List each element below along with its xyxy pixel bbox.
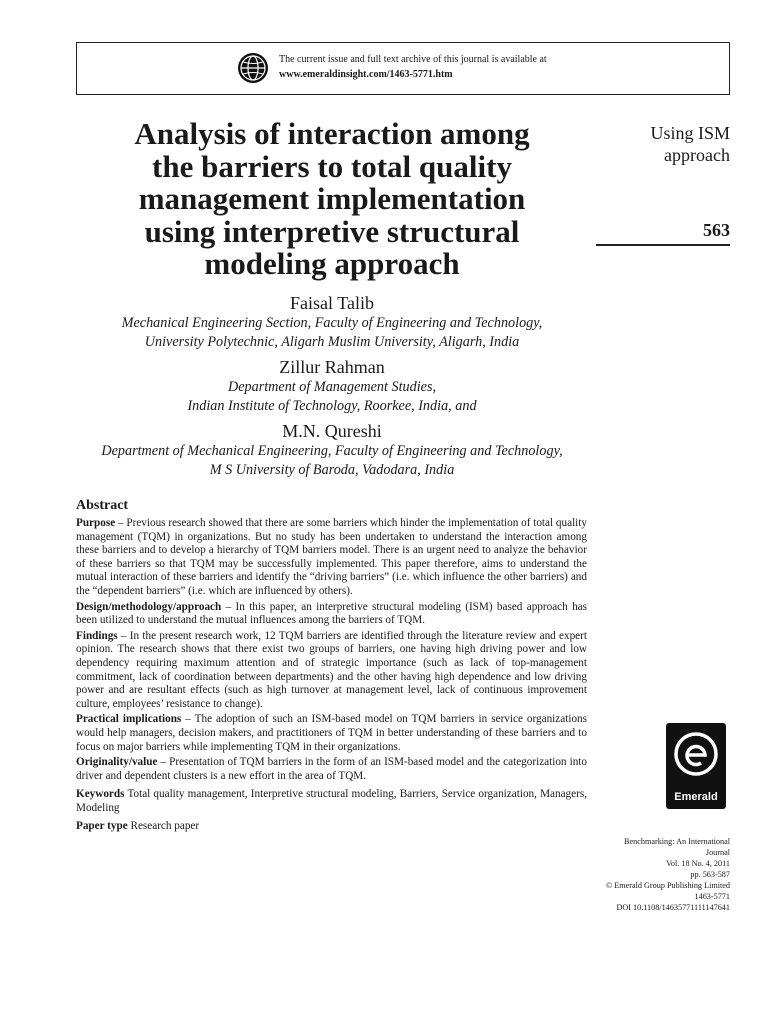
running-title-line: approach xyxy=(664,145,730,165)
abstract-design xyxy=(76,601,587,628)
keywords-label: Keywords xyxy=(76,788,125,801)
abstract-originality xyxy=(76,756,587,783)
title-line: Analysis of interaction among xyxy=(134,116,530,151)
notice-line: The current issue and full text archive of this journal is available at xyxy=(279,54,547,65)
citation-line: Benchmarking: An International xyxy=(624,837,730,846)
citation-line: pp. 563-587 xyxy=(690,870,730,879)
globe-icon xyxy=(237,52,269,84)
citation-line: DOI 10.1108/14635771111147641 xyxy=(616,903,730,912)
emerald-logo xyxy=(666,723,726,809)
citation-line: Vol. 18 No. 4, 2011 xyxy=(666,859,730,868)
author-list xyxy=(76,292,588,480)
practical-text: – The adoption of such an ISM-based model on TQM barriers in service organizations would help managers, decision makers, and practitioners of TQM in better understanding of these barriers and to focus on major barriers while implementing TQM in their organizations. xyxy=(76,713,587,753)
author-name: M.N. Qureshi xyxy=(282,421,382,441)
affiliation-line: Indian Institute of Technology, Roorkee, India, and xyxy=(187,398,477,414)
affiliation-line: M S University of Baroda, Vadodara, India xyxy=(209,462,455,478)
emerald-e-icon xyxy=(673,730,719,782)
citation-line: Journal xyxy=(705,848,730,857)
author-affiliation xyxy=(76,378,588,416)
page-number: 563 xyxy=(703,220,730,240)
affiliation-line: Department of Mechanical Engineering, Faculty of Engineering and Technology, xyxy=(101,443,563,459)
title-line: the barriers to total quality xyxy=(152,148,512,184)
design-label: Design/methodology/approach xyxy=(76,600,222,613)
running-title xyxy=(590,122,730,166)
author-affiliation xyxy=(76,442,588,480)
originality-label: Originality/value xyxy=(76,756,158,769)
paper-type-text: Research paper xyxy=(127,820,200,833)
article-title xyxy=(76,118,588,281)
affiliation-line: Mechanical Engineering Section, Faculty of Engineering and Technology, xyxy=(121,315,543,331)
purpose-text: – Previous research showed that there are some barriers which hinder the implementation of total quality management (TQM) in organizations. But no study has been undertaken to understand the interaction among these barriers and to develop a hierarchy of TQM barriers model. There is an urgent need to analyze the behavior of these barriers so that TQM may be successfully implemented. This paper therefore, aims to understand the mutual interaction of these barriers and identify the “driving barriers” (i.e. which influence the other barriers) and the “dependent barriers” (i.e. which are influenced by others). xyxy=(76,517,587,597)
keywords-text: Total quality management, Interpretive structural modeling, Barriers, Service organization, Managers, Modeling xyxy=(76,788,587,814)
practical-label: Practical implications xyxy=(76,713,182,726)
notice-text xyxy=(279,52,547,82)
abstract-section xyxy=(76,497,587,836)
abstract-keywords xyxy=(76,788,587,815)
abstract-paper-type xyxy=(76,820,587,834)
journal-citation-info xyxy=(590,836,730,913)
title-line: management implementation xyxy=(138,181,526,216)
abstract-purpose xyxy=(76,517,587,599)
emerald-wordmark: Emerald xyxy=(674,791,718,803)
citation-line: 1463-5771 xyxy=(694,892,730,901)
findings-label: Findings xyxy=(76,629,118,642)
abstract-findings xyxy=(76,630,587,712)
abstract-practical xyxy=(76,713,587,754)
paper-type-label: Paper type xyxy=(76,820,128,833)
title-line: modeling approach xyxy=(204,246,460,281)
findings-text: – In the present research work, 12 TQM barriers are identified through the literature review and expert opinion. The research shows that there exist two groups of barriers, one having high driving power and low dependency requiring maximum attention and of strategic importance (such as lack of top-management commitment, lack of coordination between departments) and the other having high dependence and low driving power and are resultant effects (such as high turnover at management level, lack of continuous improvement culture, employees’ resistance to change). xyxy=(76,629,587,710)
design-text: – In this paper, an interpretive structural modeling (ISM) based approach has been utilized to understand the mutual influences among the barriers of TQM. xyxy=(76,600,587,627)
purpose-label: Purpose xyxy=(76,517,116,529)
citation-line: © Emerald Group Publishing Limited xyxy=(605,881,730,890)
author-name: Zillur Rahman xyxy=(279,357,385,377)
page-number-rule xyxy=(596,244,730,246)
affiliation-line: Department of Management Studies, xyxy=(227,379,437,395)
abstract-heading: Abstract xyxy=(76,498,129,513)
journal-availability-notice xyxy=(76,42,730,95)
running-title-line: Using ISM xyxy=(650,123,730,143)
title-line: using interpretive structural xyxy=(144,213,520,249)
author-name: Faisal Talib xyxy=(290,293,374,313)
author-affiliation xyxy=(76,314,588,352)
originality-text: – Presentation of TQM barriers in the form of an ISM-based model and the categorization into driver and dependent clusters is a new effort in the area of TQM. xyxy=(76,756,587,782)
affiliation-line: University Polytechnic, Aligarh Muslim University, Aligarh, India xyxy=(144,334,520,350)
journal-url-link[interactable]: www.emeraldinsight.com/1463-5771.htm xyxy=(279,69,453,80)
